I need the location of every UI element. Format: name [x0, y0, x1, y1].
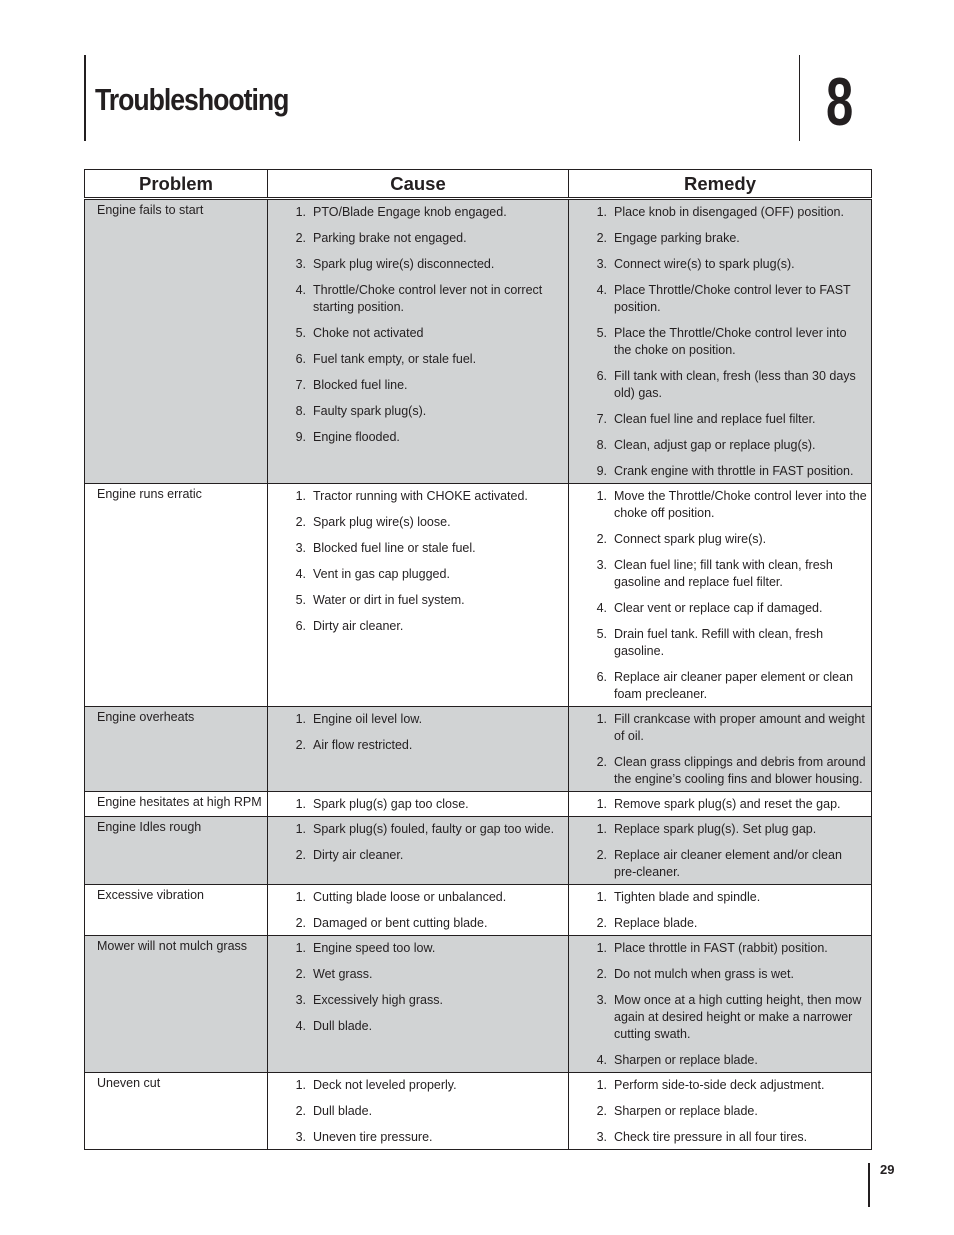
list-item — [581, 280, 867, 323]
list-item — [280, 401, 564, 427]
remedy-cell — [569, 936, 872, 1073]
remedy-cell — [569, 484, 872, 707]
item-text: Choke not activated — [313, 326, 424, 340]
list-item — [581, 752, 867, 789]
item-number: 1. — [596, 489, 607, 503]
column-header-problem: Problem — [85, 170, 268, 199]
remedy-list — [581, 794, 867, 814]
remedy-list — [581, 486, 867, 704]
problem-cell: Engine hesitates at high RPM — [85, 792, 268, 817]
item-text: Fill crankcase with proper amount and weight of oil. — [614, 712, 865, 743]
problem-cell: Engine fails to start — [85, 199, 268, 484]
list-item — [280, 254, 564, 280]
item-number: 4. — [295, 1019, 306, 1033]
list-item — [581, 938, 867, 964]
item-text: Fill tank with clean, fresh (less than 30 days old) gas. — [614, 369, 856, 400]
item-number: 3. — [295, 1130, 306, 1144]
item-text: Vent in gas cap plugged. — [313, 567, 450, 581]
cause-cell — [268, 484, 569, 707]
item-text: Air flow restricted. — [313, 738, 413, 752]
item-number: 4. — [295, 567, 306, 581]
list-item — [280, 913, 564, 933]
item-number: 1. — [295, 489, 306, 503]
list-item — [280, 794, 564, 814]
item-text: Water or dirt in fuel system. — [313, 593, 465, 607]
list-item — [280, 323, 564, 349]
item-number: 2. — [596, 532, 607, 546]
list-item — [581, 624, 867, 667]
item-number: 1. — [596, 712, 607, 726]
page-number: 29 — [880, 1162, 895, 1177]
cause-cell — [268, 199, 569, 484]
item-text: Excessively high grass. — [313, 993, 443, 1007]
item-number: 2. — [596, 1104, 607, 1118]
item-number: 6. — [596, 369, 607, 383]
remedy-cell — [569, 707, 872, 792]
cause-list — [280, 486, 564, 636]
item-text: Dirty air cleaner. — [313, 619, 404, 633]
item-text: Crank engine with throttle in FAST position. — [614, 464, 854, 478]
item-number: 1. — [596, 797, 607, 811]
problem-cell: Uneven cut — [85, 1073, 268, 1150]
list-item — [280, 1127, 564, 1147]
list-item — [581, 913, 867, 933]
list-item — [280, 590, 564, 616]
item-number: 1. — [295, 712, 306, 726]
item-text: Perform side-to-side deck adjustment. — [614, 1078, 825, 1092]
item-text: Clean fuel line and replace fuel filter. — [614, 412, 816, 426]
item-text: Blocked fuel line. — [313, 378, 408, 392]
remedy-list — [581, 938, 867, 1070]
table-body — [85, 199, 872, 1150]
item-text: Drain fuel tank. Refill with clean, fresh gasoline. — [614, 627, 824, 658]
cause-list — [280, 709, 564, 755]
list-item — [280, 735, 564, 755]
list-item — [581, 555, 867, 598]
item-number: 2. — [596, 967, 607, 981]
table-row — [85, 707, 872, 792]
list-item — [581, 228, 867, 254]
item-text: Dull blade. — [313, 1019, 373, 1033]
list-item — [280, 1016, 564, 1036]
list-item — [581, 990, 867, 1050]
item-text: Throttle/Choke control lever not in correct starting position. — [313, 283, 543, 314]
table-header — [85, 170, 872, 199]
item-text: Engine oil level low. — [313, 712, 423, 726]
item-number: 4. — [596, 283, 607, 297]
item-number: 2. — [295, 1104, 306, 1118]
item-number: 4. — [596, 1053, 607, 1067]
table-row — [85, 484, 872, 707]
item-text: Connect wire(s) to spark plug(s). — [614, 257, 795, 271]
item-text: Place throttle in FAST (rabbit) position. — [614, 941, 828, 955]
item-text: Do not mulch when grass is wet. — [614, 967, 794, 981]
item-number: 1. — [596, 205, 607, 219]
item-number: 3. — [596, 1130, 607, 1144]
item-text: Spark plug(s) gap too close. — [313, 797, 469, 811]
remedy-list — [581, 709, 867, 789]
list-item — [581, 529, 867, 555]
item-text: Parking brake not engaged. — [313, 231, 467, 245]
cause-list — [280, 938, 564, 1036]
item-text: Remove spark plug(s) and reset the gap. — [614, 797, 841, 811]
remedy-list — [581, 202, 867, 481]
item-number: 1. — [596, 822, 607, 836]
item-number: 3. — [596, 257, 607, 271]
item-text: Engine flooded. — [313, 430, 400, 444]
remedy-list — [581, 819, 867, 882]
list-item — [280, 938, 564, 964]
table-row — [85, 792, 872, 817]
list-item — [280, 538, 564, 564]
item-text: Place the Throttle/Choke control lever into the choke on position. — [614, 326, 847, 357]
remedy-cell — [569, 817, 872, 885]
page-title: Troubleshooting — [95, 82, 289, 117]
item-text: Damaged or bent cutting blade. — [313, 916, 488, 930]
item-number: 1. — [596, 890, 607, 904]
list-item — [280, 964, 564, 990]
item-number: 6. — [295, 619, 306, 633]
item-text: Tighten blade and spindle. — [614, 890, 761, 904]
remedy-cell — [569, 885, 872, 936]
chapter-number: 8 — [826, 64, 854, 140]
item-number: 3. — [596, 993, 607, 1007]
item-text: Connect spark plug wire(s). — [614, 532, 767, 546]
list-item — [581, 598, 867, 624]
item-number: 3. — [295, 541, 306, 555]
problem-cell: Excessive vibration — [85, 885, 268, 936]
item-number: 9. — [596, 464, 607, 478]
item-text: Mow once at a high cutting height, then mow again at desired height or make a narrower cutting swath. — [614, 993, 862, 1041]
item-text: Engage parking brake. — [614, 231, 740, 245]
item-number: 1. — [295, 1078, 306, 1092]
list-item — [581, 887, 867, 913]
column-header-cause: Cause — [268, 170, 569, 199]
item-number: 8. — [596, 438, 607, 452]
list-item — [280, 990, 564, 1016]
item-text: Faulty spark plug(s). — [313, 404, 427, 418]
item-number: 2. — [596, 755, 607, 769]
item-number: 2. — [295, 916, 306, 930]
item-text: Clear vent or replace cap if damaged. — [614, 601, 823, 615]
item-text: Clean fuel line; fill tank with clean, fresh gasoline and replace fuel filter. — [614, 558, 833, 589]
item-text: Tractor running with CHOKE activated. — [313, 489, 528, 503]
list-item — [581, 964, 867, 990]
cause-cell — [268, 936, 569, 1073]
list-item — [280, 486, 564, 512]
item-text: PTO/Blade Engage knob engaged. — [313, 205, 507, 219]
item-number: 8. — [295, 404, 306, 418]
cause-cell — [268, 1073, 569, 1150]
title-rule-left — [84, 55, 86, 141]
item-number: 2. — [295, 515, 306, 529]
list-item — [280, 228, 564, 254]
item-number: 1. — [295, 205, 306, 219]
item-number: 3. — [596, 558, 607, 572]
item-number: 4. — [295, 283, 306, 297]
item-number: 2. — [295, 967, 306, 981]
list-item — [581, 366, 867, 409]
list-item — [581, 202, 867, 228]
list-item — [280, 512, 564, 538]
problem-cell: Engine Idles rough — [85, 817, 268, 885]
item-text: Blocked fuel line or stale fuel. — [313, 541, 476, 555]
item-number: 2. — [295, 848, 306, 862]
list-item — [280, 887, 564, 913]
list-item — [581, 1075, 867, 1101]
list-item — [581, 1050, 867, 1070]
item-text: Check tire pressure in all four tires. — [614, 1130, 808, 1144]
list-item — [280, 1101, 564, 1127]
item-number: 2. — [596, 848, 607, 862]
list-item — [280, 1075, 564, 1101]
cause-list — [280, 819, 564, 865]
item-text: Spark plug wire(s) disconnected. — [313, 257, 495, 271]
remedy-cell — [569, 199, 872, 484]
item-text: Place Throttle/Choke control lever to FAST position. — [614, 283, 851, 314]
table-row — [85, 885, 872, 936]
item-text: Dirty air cleaner. — [313, 848, 404, 862]
list-item — [280, 845, 564, 865]
remedy-cell — [569, 1073, 872, 1150]
table-row — [85, 199, 872, 484]
item-text: Cutting blade loose or unbalanced. — [313, 890, 507, 904]
remedy-cell — [569, 792, 872, 817]
item-text: Sharpen or replace blade. — [614, 1104, 758, 1118]
item-text: Spark plug wire(s) loose. — [313, 515, 451, 529]
list-item — [280, 616, 564, 636]
title-rule-right — [799, 55, 800, 141]
item-text: Place knob in disengaged (OFF) position. — [614, 205, 844, 219]
item-number: 2. — [295, 738, 306, 752]
list-item — [280, 819, 564, 845]
item-text: Engine speed too low. — [313, 941, 436, 955]
column-header-remedy: Remedy — [569, 170, 872, 199]
list-item — [581, 254, 867, 280]
item-text: Move the Throttle/Choke control lever into the choke off position. — [614, 489, 867, 520]
remedy-list — [581, 887, 867, 933]
item-number: 5. — [295, 326, 306, 340]
list-item — [581, 709, 867, 752]
item-number: 4. — [596, 601, 607, 615]
problem-cell: Engine runs erratic — [85, 484, 268, 707]
item-text: Deck not leveled properly. — [313, 1078, 457, 1092]
list-item — [280, 709, 564, 735]
cause-cell — [268, 707, 569, 792]
item-text: Spark plug(s) fouled, faulty or gap too wide. — [313, 822, 555, 836]
list-item — [581, 486, 867, 529]
cause-cell — [268, 885, 569, 936]
item-number: 2. — [596, 916, 607, 930]
item-text: Sharpen or replace blade. — [614, 1053, 758, 1067]
item-number: 9. — [295, 430, 306, 444]
list-item — [581, 461, 867, 481]
remedy-list — [581, 1075, 867, 1147]
item-number: 2. — [596, 231, 607, 245]
cause-list — [280, 1075, 564, 1147]
item-text: Fuel tank empty, or stale fuel. — [313, 352, 477, 366]
item-text: Replace air cleaner paper element or clean foam precleaner. — [614, 670, 854, 701]
list-item — [581, 845, 867, 882]
item-number: 6. — [596, 670, 607, 684]
item-number: 6. — [295, 352, 306, 366]
list-item — [280, 375, 564, 401]
item-number: 3. — [295, 993, 306, 1007]
list-item — [581, 667, 867, 704]
item-number: 7. — [295, 378, 306, 392]
problem-cell: Engine overheats — [85, 707, 268, 792]
item-text: Replace air cleaner element and/or clean pre-cleaner. — [614, 848, 842, 879]
list-item — [280, 427, 564, 447]
item-number: 3. — [295, 257, 306, 271]
cause-cell — [268, 817, 569, 885]
item-number: 1. — [295, 797, 306, 811]
item-number: 1. — [295, 822, 306, 836]
item-text: Clean, adjust gap or replace plug(s). — [614, 438, 816, 452]
item-text: Replace blade. — [614, 916, 698, 930]
item-number: 1. — [295, 941, 306, 955]
list-item — [581, 323, 867, 366]
item-number: 5. — [596, 326, 607, 340]
item-number: 1. — [295, 890, 306, 904]
list-item — [581, 1101, 867, 1127]
table-row — [85, 1073, 872, 1150]
item-number: 1. — [596, 941, 607, 955]
item-text: Dull blade. — [313, 1104, 373, 1118]
item-number: 7. — [596, 412, 607, 426]
troubleshooting-table — [84, 169, 872, 1150]
cause-list — [280, 202, 564, 447]
cause-cell — [268, 792, 569, 817]
cause-list — [280, 887, 564, 933]
list-item — [581, 819, 867, 845]
list-item — [581, 1127, 867, 1147]
table-row — [85, 936, 872, 1073]
item-number: 2. — [295, 231, 306, 245]
item-number: 5. — [596, 627, 607, 641]
list-item — [280, 280, 564, 323]
item-text: Uneven tire pressure. — [313, 1130, 433, 1144]
item-text: Wet grass. — [313, 967, 373, 981]
cause-list — [280, 794, 564, 814]
list-item — [280, 202, 564, 228]
table-row — [85, 817, 872, 885]
list-item — [581, 409, 867, 435]
problem-cell: Mower will not mulch grass — [85, 936, 268, 1073]
list-item — [581, 794, 867, 814]
item-text: Clean grass clippings and debris from around the engine’s cooling fins and blower housing. — [614, 755, 866, 786]
item-number: 5. — [295, 593, 306, 607]
list-item — [280, 349, 564, 375]
list-item — [581, 435, 867, 461]
item-text: Replace spark plug(s). Set plug gap. — [614, 822, 817, 836]
page-number-rule — [868, 1163, 870, 1207]
list-item — [280, 564, 564, 590]
item-number: 1. — [596, 1078, 607, 1092]
